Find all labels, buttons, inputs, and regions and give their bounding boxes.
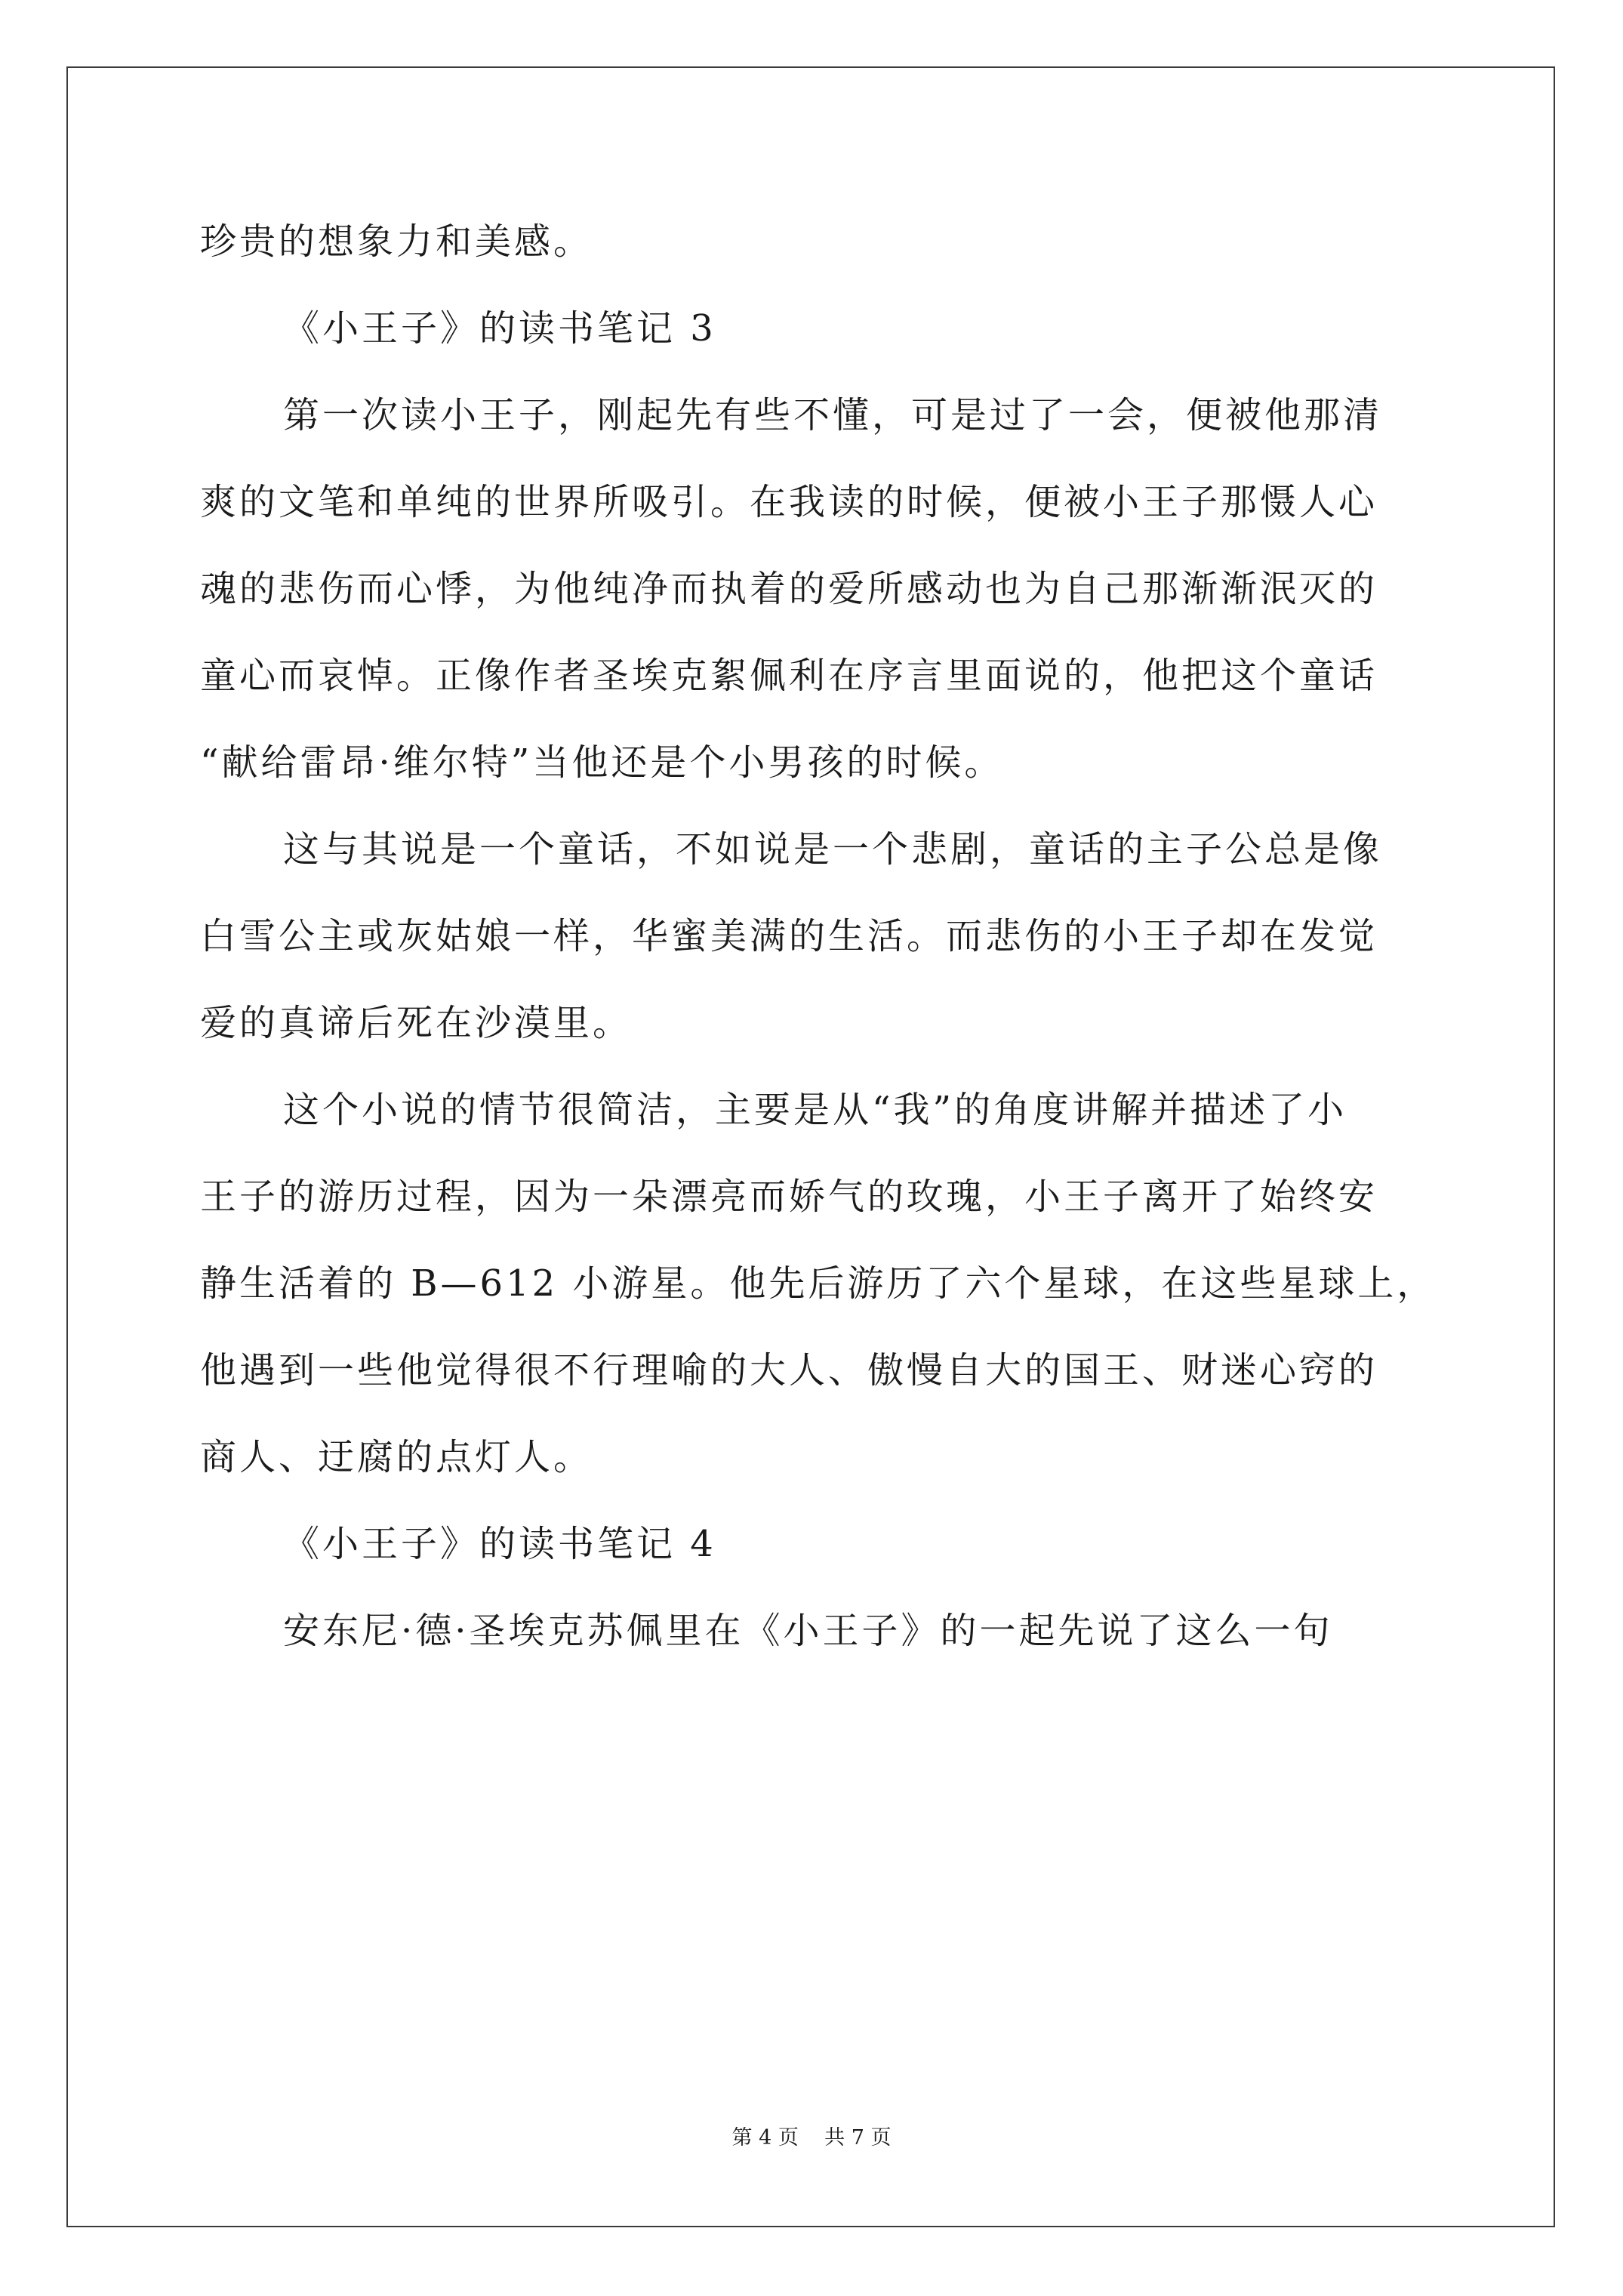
section-heading: 《小王子》的读书笔记 4 xyxy=(283,1523,716,1565)
paragraph-line: 安东尼·德·圣埃克苏佩里在《小王子》的一起先说了这么一句 xyxy=(283,1610,1333,1652)
paragraph-line: 他遇到一些他觉得很不行理喻的大人、傲慢自大的国王、财迷心窍的 xyxy=(200,1349,1378,1391)
paragraph-line: 童心而哀悼。正像作者圣埃克絮佩利在序言里面说的，他把这个童话 xyxy=(200,655,1378,697)
paragraph-line: 白雪公主或灰姑娘一样，华蜜美满的生活。而悲伤的小王子却在发觉 xyxy=(200,915,1378,957)
paragraph-line: 这个小说的情节很简洁，主要是从“我”的角度讲解并描述了小 xyxy=(283,1089,1347,1131)
paragraph-line: 王子的游历过程，因为一朵漂亮而娇气的玫瑰，小王子离开了始终安 xyxy=(200,1176,1378,1218)
paragraph-line: 第一次读小王子，刚起先有些不懂，可是过了一会，便被他那清 xyxy=(283,394,1383,436)
paragraph-line: 珍贵的想象力和美感。 xyxy=(200,220,593,263)
paragraph-line: 爽的文笔和单纯的世界所吸引。在我读的时候，便被小王子那慑人心 xyxy=(200,481,1378,523)
paragraph-line: 魂的悲伤而心悸，为他纯净而执着的爱所感动也为自己那渐渐泯灭的 xyxy=(200,568,1378,610)
section-heading: 《小王子》的读书笔记 3 xyxy=(283,307,716,350)
page-number-footer: 第 4 页 共 7 页 xyxy=(731,2126,892,2150)
page-border xyxy=(66,66,1555,2227)
paragraph-line: “献给雷昂·维尔特”当他还是个小男孩的时候。 xyxy=(200,741,1004,784)
paragraph-line: 这与其说是一个童话，不如说是一个悲剧，童话的主子公总是像 xyxy=(283,828,1383,871)
paragraph-line: 商人、迂腐的点灯人。 xyxy=(200,1436,593,1478)
paragraph-line: 静生活着的 B—612 小游星。他先后游历了六个星球，在这些星球上， xyxy=(200,1262,1437,1305)
paragraph-line: 爱的真谛后死在沙漠里。 xyxy=(200,1002,633,1044)
